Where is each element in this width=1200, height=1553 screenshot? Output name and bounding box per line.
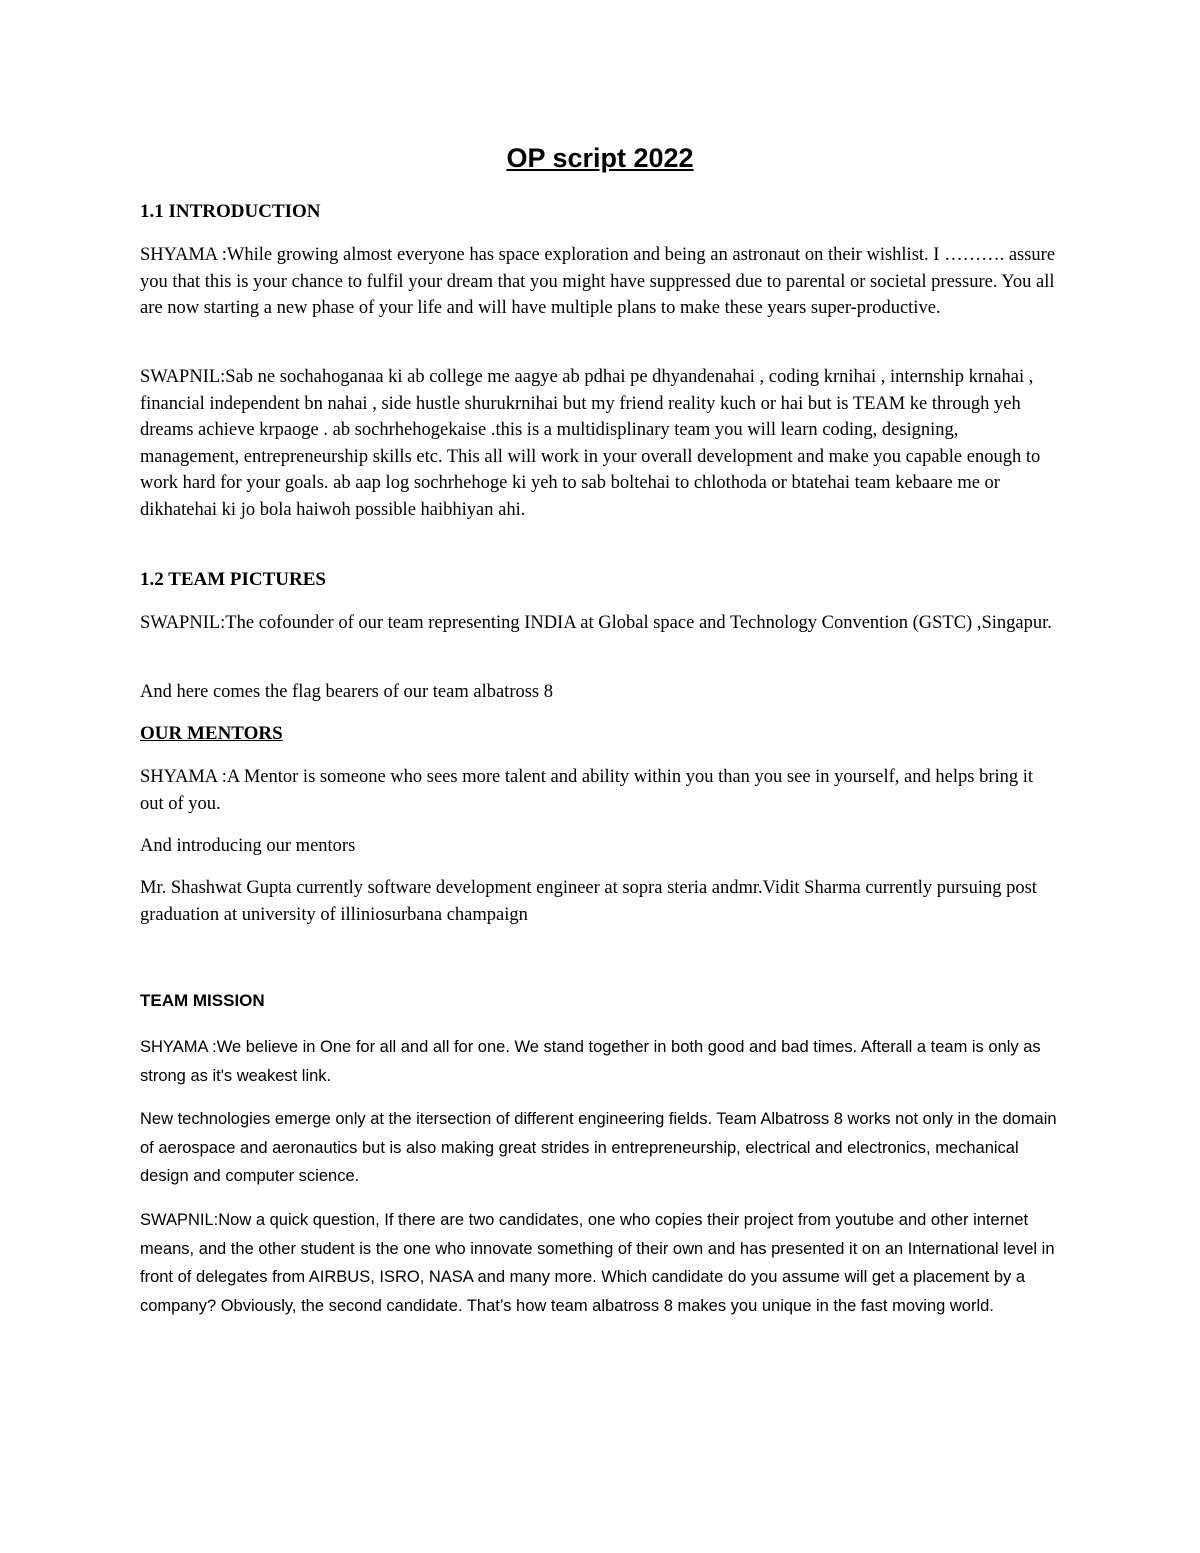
mentors-paragraph-2: And introducing our mentors (140, 836, 356, 856)
introduction-paragraph-2: SWAPNIL:Sab ne sochahoganaa ki ab college me aagye ab pdhai pe dhyandenahai , coding krnihai , internship krnahai , financial independent bn nahai , side hustle shurukrnihai but my friend reality kuch or hai but is TEAM ke through yeh dreams achieve krpaoge . ab sochrhehogekaise .this is a multidisplinary team you will learn coding, designing, management, entrepreneurship skills etc. This all will work in your overall development and make you capable enough to work hard for your goals. ab aap log sochrhehoge ki yeh to sab boltehai to chlothoda or btatehai team kebaare me or dikhatehai ki jo bola haiwoh possible haibhiyan ahi. (140, 367, 1041, 520)
introduction-heading: 1.1 INTRODUCTION (140, 201, 321, 222)
team-pictures-heading: 1.2 TEAM PICTURES (140, 569, 326, 590)
introduction-paragraph-1: SHYAMA :While growing almost everyone has space exploration and being an astronaut on their wishlist. I ………. assure you that this is your chance to fulfil your dream that you might have suppressed due to parental or societal pressure. You all are now starting a new phase of your life and will have multiple plans to make these years super-productive. (140, 245, 1056, 318)
mentors-paragraph-3: Mr. Shashwat Gupta currently software development engineer at sopra steria andmr.Vidit Sharma currently pursuing post graduation at university of illiniosurbana champaign (140, 878, 1037, 925)
mentors-heading: OUR MENTORS (140, 723, 283, 744)
mission-paragraph-3: SWAPNIL:Now a quick question, If there are two candidates, one who copies their project from youtube and other internet means, and the other student is the one who innovate something of their own and has presented it on an International level in front of delegates from AIRBUS, ISRO, NASA and many more. Which candidate do you assume will get a placement by a company? Obviously, the second candidate. That’s how team albatross 8 makes you unique in the fast moving world. (140, 1211, 1055, 1315)
mentors-paragraph-1: SHYAMA :A Mentor is someone who sees more talent and ability within you than you see in yourself, and helps bring it out of you. (140, 767, 1034, 814)
mission-paragraph-1: SHYAMA :We believe in One for all and all for one. We stand together in both good and bad times. Afterall a team is only as strong as it's weakest link. (140, 1038, 1041, 1085)
document-title: OP script 2022 (506, 143, 694, 173)
mission-paragraph-2: New technologies emerge only at the itersection of different engineering fields. Team Albatross 8 works not only in the domain of aerospace and aeronautics but is also making great strides in entrepreneurship, electrical and electronics, mechanical design and computer science. (140, 1110, 1057, 1185)
team-pictures-paragraph-1: SWAPNIL:The cofounder of our team representing INDIA at Global space and Technology Convention (GSTC) ,Singapur. (140, 613, 1052, 633)
mission-heading: TEAM MISSION (140, 991, 265, 1010)
team-pictures-paragraph-2: And here comes the flag bearers of our team albatross 8 (140, 682, 554, 702)
